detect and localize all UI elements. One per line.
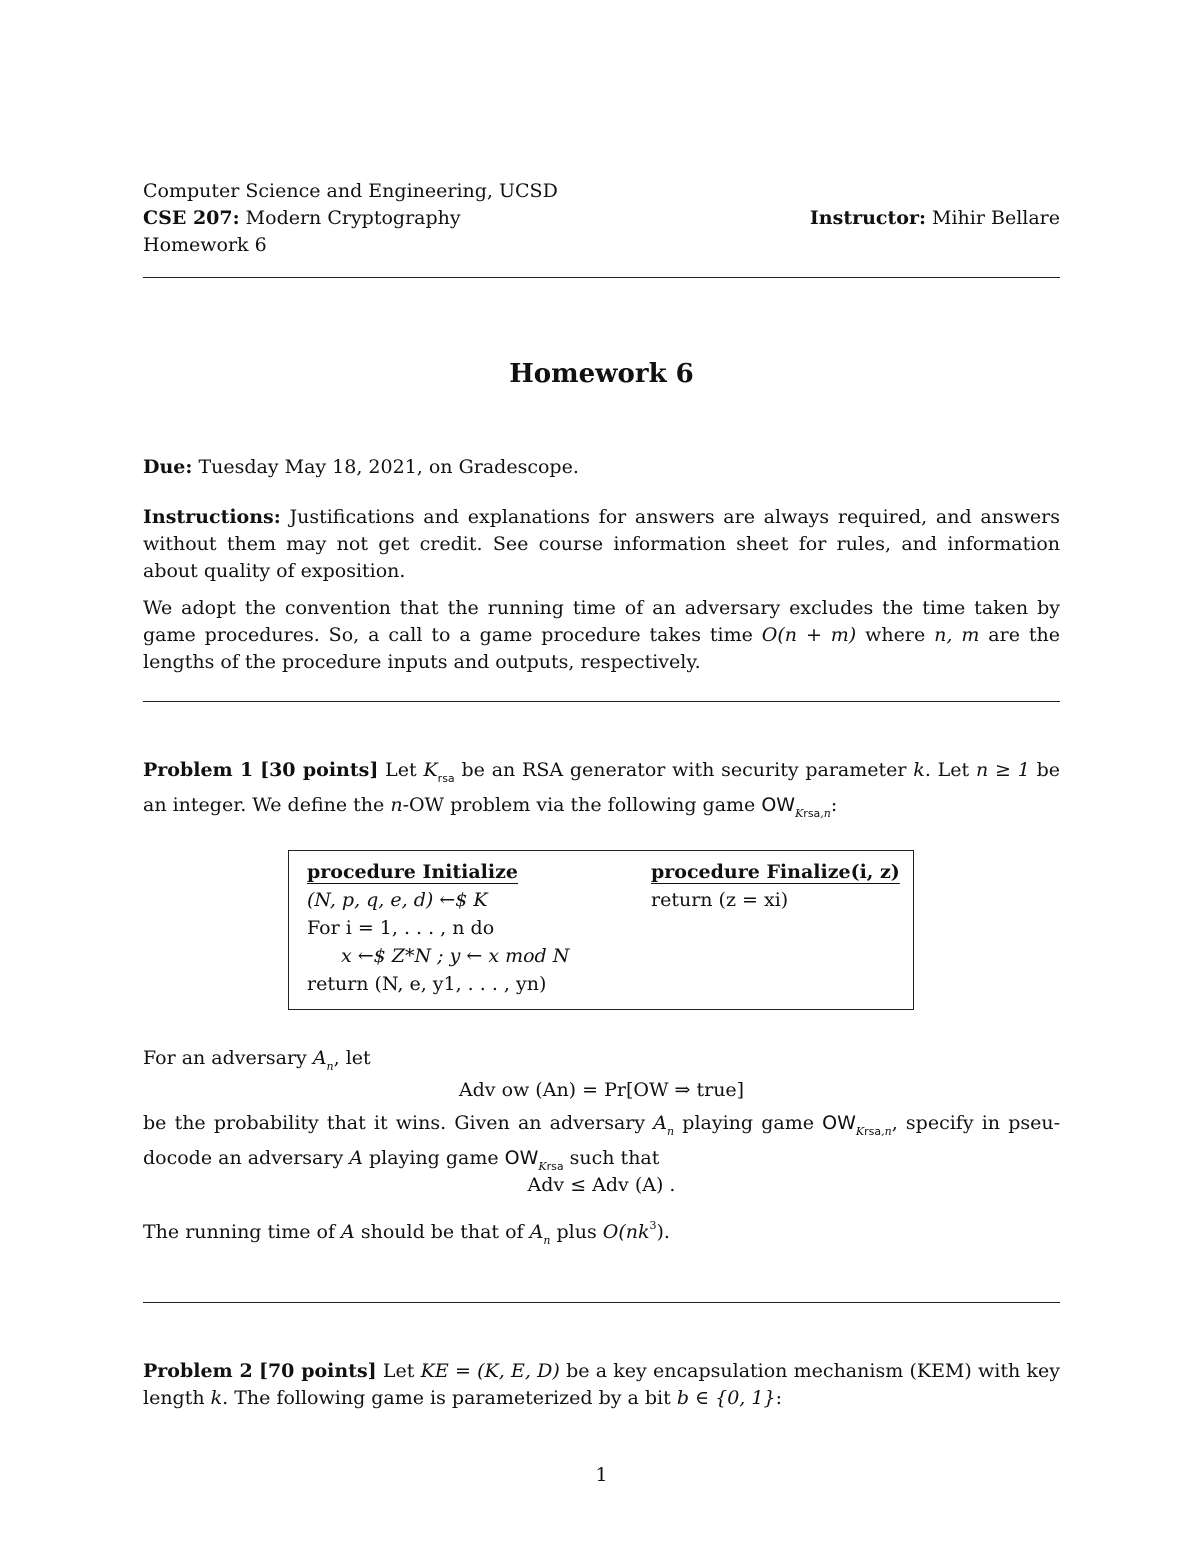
initialize-procedure	[307, 859, 569, 999]
task-game-2-k: K	[538, 1160, 547, 1173]
game-name: OW	[761, 794, 796, 816]
run-text-a: The running time of	[143, 1221, 335, 1243]
adversary-intro	[143, 1045, 371, 1080]
problem1-intro	[143, 757, 1060, 827]
adv-name: A	[312, 1047, 327, 1069]
due-text: Tuesday May 18, 2021, on Gradescope.	[198, 456, 579, 478]
p1-text-b: be an RSA generator with security parameter	[461, 759, 907, 781]
task-game-2-rsa: rsa	[546, 1160, 564, 1173]
run-exp: 3	[649, 1219, 657, 1232]
header-instructor	[810, 205, 1060, 232]
p1-text-c: . Let	[924, 759, 970, 781]
p1-k: k	[913, 759, 925, 781]
running-time-line	[143, 1212, 670, 1254]
task-text-e: playing game	[369, 1147, 499, 1169]
task-game-1-rsa: rsa	[864, 1125, 882, 1138]
instructions-label: Instructions:	[143, 506, 281, 528]
equation-1: Adv ow (An) = Pr[OW ⇒ true]	[458, 1079, 745, 1101]
section-rule-2	[143, 1302, 1060, 1303]
task-game-1-k: K	[855, 1125, 865, 1138]
instructions-text: Justifications and explanations for answers are always required, and answers without them may not get credit. See course information sheet for rules, and information about quality of exposition.	[143, 506, 1060, 582]
p2-k: k	[210, 1387, 223, 1409]
krsa-subscript: rsa	[437, 772, 455, 785]
convention-vars: n, m	[934, 624, 980, 646]
problem2-label: Problem 2	[143, 1360, 253, 1382]
run-adv: A	[341, 1221, 355, 1243]
p1-n-ow: n	[390, 794, 403, 816]
course-code: CSE 207:	[143, 207, 240, 229]
instructor-name: Mihir Bellare	[932, 207, 1060, 229]
game-sub-n: ,n	[820, 807, 831, 820]
problem1-task	[143, 1110, 1060, 1180]
problem1-points: [30 points]	[260, 759, 379, 781]
convention-math: O(n + m)	[761, 624, 857, 646]
run-adv-n-sub: n	[543, 1234, 551, 1247]
adv-let: , let	[333, 1047, 371, 1069]
convention-text-3: are the lengths of the procedure inputs and outputs, respectively.	[143, 624, 1060, 673]
task-text-a: be the probability that it wins. Given an adversary	[143, 1112, 646, 1134]
p2-kem: KE = (K, E, D)	[420, 1360, 560, 1382]
run-text-b: should be that of	[360, 1221, 524, 1243]
header-rule	[143, 277, 1060, 278]
finalize-line: return (z = xi)	[651, 889, 789, 911]
due-label: Due:	[143, 456, 193, 478]
task-game-1-n: ,n	[881, 1125, 892, 1138]
section-rule-1	[143, 701, 1060, 702]
page-title: Homework 6	[509, 359, 694, 389]
header-department: Computer Science and Engineering, UCSD	[143, 180, 558, 202]
p2-bit: b ∈ {0, 1}	[676, 1387, 776, 1409]
run-text-c: plus	[556, 1221, 597, 1243]
adv-sub: n	[326, 1060, 334, 1073]
p1-text-e: -OW problem via the following game	[402, 794, 756, 816]
task-game-2: OW	[504, 1147, 539, 1169]
p2-text-b: be a key encapsulation mechanism (KEM) with key	[566, 1360, 1060, 1382]
init-line-2: For i = 1, . . . , n do	[307, 917, 495, 939]
p1-colon: :	[830, 794, 838, 816]
header-doc-name: Homework 6	[143, 234, 267, 256]
p1-n-cond: n ≥ 1	[975, 759, 1030, 781]
p2-text-c: length	[143, 1387, 205, 1409]
krsa-symbol: K	[423, 759, 438, 781]
run-end: ).	[656, 1221, 670, 1243]
init-line-4: return (N, e, y1, . . . , yn)	[307, 973, 547, 995]
course-name: Modern Cryptography	[245, 207, 461, 229]
task-adv-1-sub: n	[667, 1125, 675, 1138]
task-text-d: docode an adversary	[143, 1147, 344, 1169]
game-sub-rsa: rsa	[803, 807, 821, 820]
p2-text-e: :	[775, 1387, 782, 1409]
instructions-paragraph	[143, 504, 1060, 585]
convention-text-2: where	[865, 624, 926, 646]
problem2-points: [70 points]	[258, 1360, 377, 1382]
finalize-procedure	[651, 859, 900, 915]
header-course	[143, 205, 461, 232]
p1-text-d: be an integer. We define the	[143, 759, 1061, 816]
convention-paragraph	[143, 595, 1060, 676]
task-text-c: , specify in pseu-	[891, 1112, 1061, 1134]
adv-intro-text: For an adversary	[143, 1047, 307, 1069]
task-text-b: playing game	[682, 1112, 814, 1134]
init-line-1: (N, p, q, e, d) ←$ K	[307, 889, 488, 911]
page-number: 1	[595, 1464, 608, 1486]
task-adv-2: A	[349, 1147, 363, 1169]
run-adv-n: A	[529, 1221, 544, 1243]
game-box	[288, 850, 914, 1010]
task-adv-1: A	[653, 1112, 668, 1134]
init-line-3: x ←$ Z*N ; y ← x mod N	[341, 945, 570, 967]
problem1-label: Problem 1	[143, 759, 254, 781]
p1-text-a: Let	[385, 759, 417, 781]
initialize-heading: procedure Initialize	[307, 861, 518, 883]
convention-text-1: We adopt the convention that the running time of an adversary excludes the time taken by game procedures. So, a call to a game procedure takes time	[143, 597, 1060, 646]
game-sub-k: K	[795, 807, 804, 820]
p2-text-a: Let	[382, 1360, 415, 1382]
p2-text-d: . The following game is parameterized by a bit	[222, 1387, 671, 1409]
equation-2: Adv ≤ Adv (A) .	[527, 1174, 676, 1196]
instructor-label: Instructor:	[809, 207, 926, 229]
finalize-heading: procedure Finalize(i, z)	[651, 861, 900, 883]
task-game-1: OW	[822, 1112, 856, 1134]
task-text-f: such that	[569, 1147, 660, 1169]
run-math: O(nk	[602, 1221, 650, 1243]
problem2-intro	[143, 1358, 1060, 1412]
due-line	[143, 454, 579, 481]
